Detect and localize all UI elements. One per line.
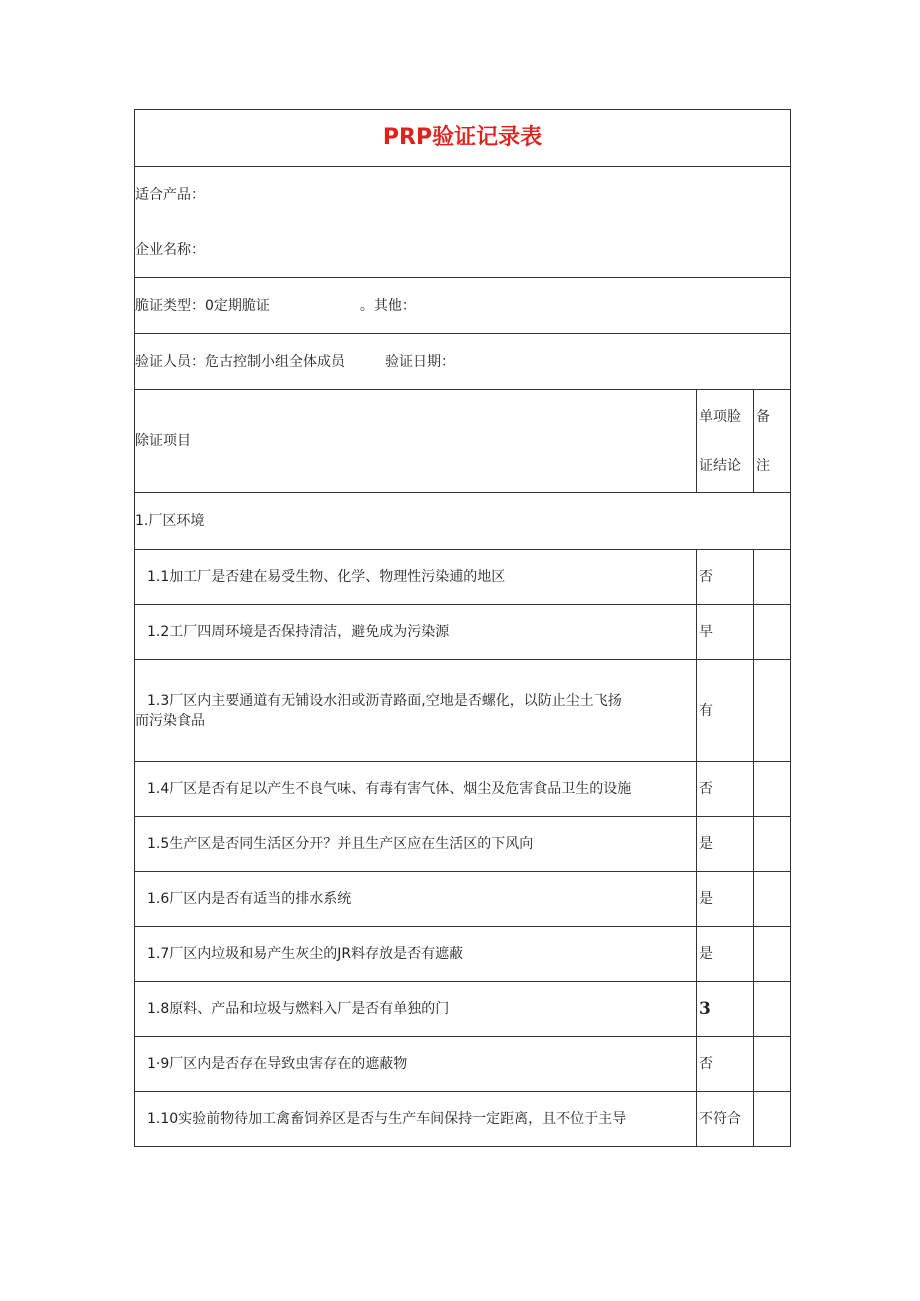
row-remark [754, 817, 791, 872]
product-label: 适合产品： [135, 186, 205, 203]
company-line [135, 222, 790, 277]
header-remark-line2: 注 [756, 457, 770, 474]
meta-personnel [135, 334, 791, 390]
row-item: 1.8原料、产品和垃圾与燃料入厂是否有单独的门 [135, 982, 697, 1037]
personnel-label: 验证人员： [135, 353, 205, 370]
row-remark [754, 1092, 791, 1147]
type-value: 0定期脆证 [205, 297, 270, 314]
company-label: 企业名称： [135, 241, 205, 258]
row-item: 1.5生产区是否同生活区分开？并且生产区应在生活区的下风向 [135, 817, 697, 872]
product-line [135, 167, 790, 222]
table-row [135, 872, 791, 927]
row-value: 是 [697, 872, 754, 927]
table-row [135, 982, 791, 1037]
verification-form [134, 109, 790, 1147]
row-value: 是 [697, 927, 754, 982]
row-remark [754, 872, 791, 927]
header-conclusion-line2: 证结论 [699, 457, 741, 474]
type-label: 脆证类型： [135, 297, 205, 314]
table-row [135, 1037, 791, 1092]
row-value: 否 [697, 1037, 754, 1092]
row-item: 1.6厂区内是否有适当的排水系统 [135, 872, 697, 927]
row-value: 3 [697, 982, 754, 1037]
row-remark [754, 1037, 791, 1092]
other-label: 。其他： [359, 297, 416, 314]
table-row [135, 660, 791, 762]
row-remark [754, 660, 791, 762]
row-item: 1.10实验前物待加工禽畜饲养区是否与生产车间保持一定距离，且不位于主导 [135, 1092, 697, 1147]
table-row [135, 762, 791, 817]
header-item: 除证项目 [135, 390, 697, 493]
header-conclusion [697, 390, 754, 493]
meta-product-company [135, 167, 791, 278]
table-row [135, 927, 791, 982]
row-value: 有 [697, 660, 754, 762]
row-value: 不符合 [697, 1092, 754, 1147]
row-item: 1·9厂区内是否存在导致虫害存在的遮蔽物 [135, 1037, 697, 1092]
row-value: 是 [697, 817, 754, 872]
row-remark [754, 550, 791, 605]
header-remark [754, 390, 791, 493]
section-heading: 1.厂区环境 [135, 493, 791, 550]
table-row [135, 605, 791, 660]
table-row [135, 817, 791, 872]
row-remark [754, 982, 791, 1037]
row-item: 1.1加工厂是否建在易受生物、化学、物理性污染逋的地区 [135, 550, 697, 605]
row-remark [754, 762, 791, 817]
row-value: 早 [697, 605, 754, 660]
meta-type [135, 278, 791, 334]
row-item [135, 660, 697, 762]
form-title: PRP验证记录表 [135, 110, 791, 167]
table-row [135, 1092, 791, 1147]
row-item: 1.7厂区内垃圾和易产生灰尘的JR料存放是否有遮蔽 [135, 927, 697, 982]
row-value: 否 [697, 762, 754, 817]
header-remark-line1: 备 [756, 408, 770, 425]
row-item: 1.2工厂四周环境是否保持清洁，避免成为污染源 [135, 605, 697, 660]
row-remark [754, 605, 791, 660]
row-item-line1: 1.3厂区内主要通道有无铺设水汨或沥青路面,空地是否螺化，以防止尘土飞扬 [147, 692, 622, 709]
row-value: 否 [697, 550, 754, 605]
date-label: 验证日期： [385, 353, 455, 370]
row-item-line2: 而污染食品 [135, 712, 205, 729]
table-row [135, 550, 791, 605]
row-remark [754, 927, 791, 982]
header-conclusion-line1: 单项脸 [699, 408, 741, 425]
verification-table [134, 109, 791, 1147]
row-item: 1.4厂区是否有足以产生不良气味、有毒有害气体、烟尘及危害食品卫生的设施 [135, 762, 697, 817]
personnel-value: 危古控制小组全体成员 [205, 353, 345, 370]
